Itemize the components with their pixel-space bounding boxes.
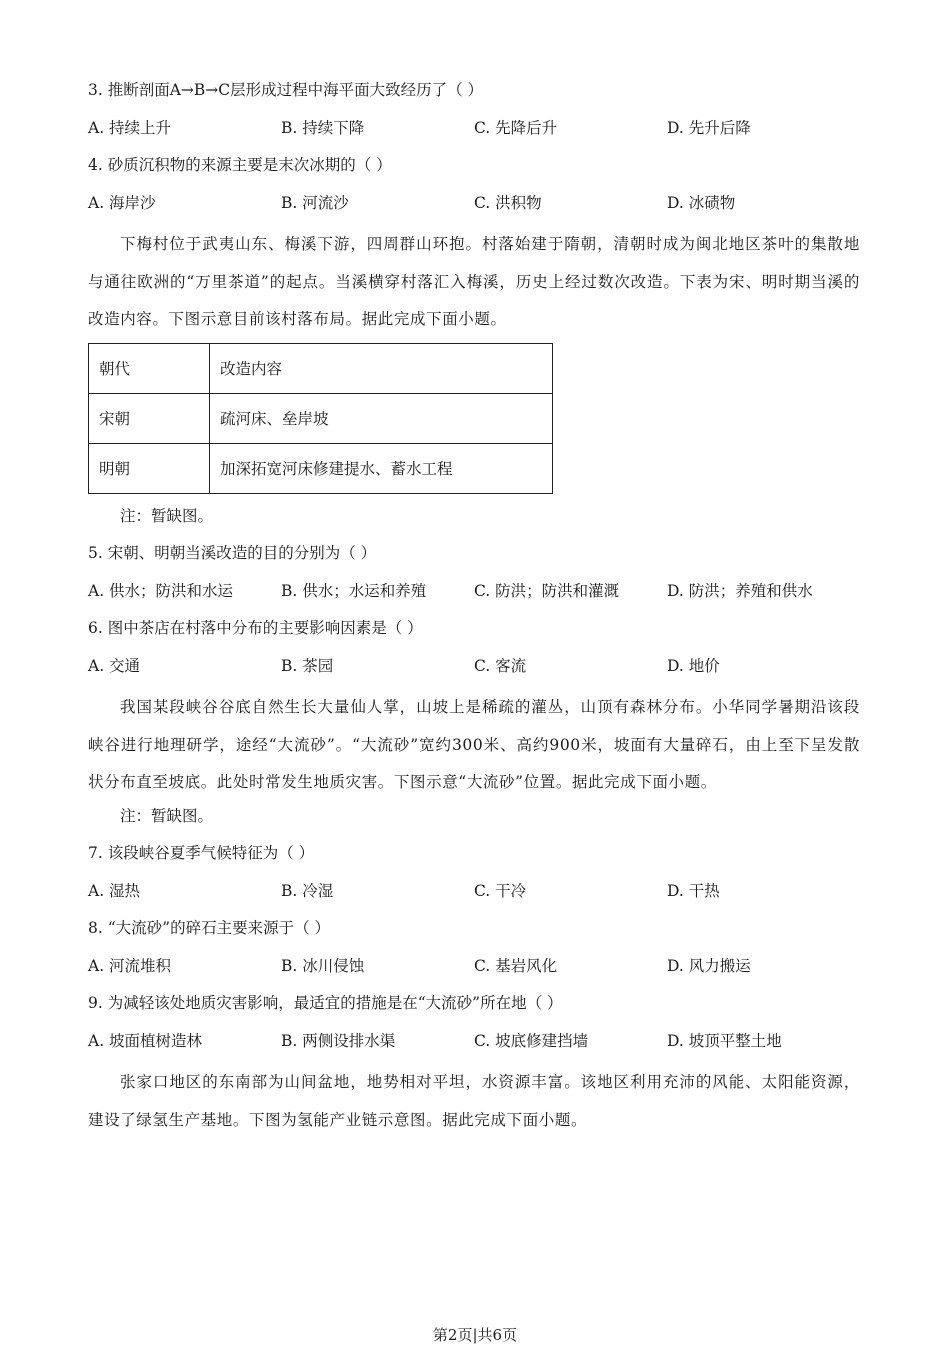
passage-canyon: 我国某段峡谷谷底自然生长大量仙人掌，山坡上是稀疏的灌丛，山顶有森林分布。小华同学暑期沿该段峡谷进行地理研学，途经“大流砂”。“大流砂”宽约300米、高约900米，坡面有大量碎石，由上至下呈发散状分布直至坡底。此处时常发生地质灾害。下图示意“大流砂”位置。据此完成下面小题。 [88,698,860,791]
table-cell: 加深拓宽河床修建提水、蓄水工程 [210,443,553,493]
option-c: C. 先降后升 [474,118,558,137]
table-cell: 疏河床、垒岸坡 [210,393,553,443]
table-row [89,443,553,493]
option-a: A. 持续上升 [88,118,172,137]
question-4-stem: 4. 砂质沉积物的来源主要是末次冰期的（ ） [88,156,392,174]
option-d: D. 先升后降 [667,118,751,137]
option-a: A. 供水；防洪和水运 [88,581,234,600]
question-9-stem: 9. 为减轻该处地质灾害影响，最适宜的措施是在“大流砂”所在地（ ） [88,994,563,1012]
option-c: C. 洪积物 [474,193,542,212]
option-a: A. 坡面植树造林 [88,1031,203,1050]
option-b: B. 茶园 [281,656,334,675]
question-3-stem: 3. 推断剖面A→B→C层形成过程中海平面大致经历了（ ） [88,81,484,99]
option-d: D. 干热 [667,881,720,900]
option-c: C. 客流 [474,656,527,675]
question-5-options [88,577,860,615]
option-a: A. 海岸沙 [88,193,156,212]
table-row [89,393,553,443]
option-a: A. 湿热 [88,881,141,900]
question-5-stem: 5. 宋朝、明朝当溪改造的目的分别为（ ） [88,544,377,562]
option-c: C. 基岩风化 [474,956,558,975]
option-c: C. 防洪；防洪和灌溉 [474,581,620,600]
question-8-options [88,952,860,990]
exam-page [88,76,860,1139]
option-c: C. 干冷 [474,881,527,900]
missing-figure-note: 注：暂缺图。 [120,806,214,825]
question-3-options [88,114,860,152]
question-4-options [88,189,860,227]
option-d: D. 坡顶平整土地 [667,1031,782,1050]
option-d: D. 冰碛物 [667,193,736,212]
question-9-options [88,1027,860,1065]
option-b: B. 冰川侵蚀 [281,956,365,975]
question-7-options [88,877,860,915]
page-footer: 第2页|共6页 [432,1326,518,1344]
table-header-cell: 朝代 [89,343,210,393]
passage-xiamei-village: 下梅村位于武夷山东、梅溪下游，四周群山环抱。村落始建于隋朝，清朝时成为闽北地区茶叶的集散地与通往欧洲的“万里茶道”的起点。当溪横穿村落汇入梅溪，历史上经过数次改造。下表为宋、明时期当溪的改造内容。下图示意目前该村落布局。据此完成下面小题。 [88,235,860,328]
question-7-stem: 7. 该段峡谷夏季气候特征为（ ） [88,844,315,862]
option-c: C. 坡底修建挡墙 [474,1031,589,1050]
option-b: B. 两侧设排水渠 [281,1031,396,1050]
option-b: B. 持续下降 [281,118,365,137]
option-b: B. 冷湿 [281,881,334,900]
table-header-row [89,343,553,393]
option-a: A. 交通 [88,656,141,675]
option-b: B. 供水；水运和养殖 [281,581,427,600]
option-d: D. 防洪；养殖和供水 [667,581,813,600]
renovation-table [88,343,553,494]
table-cell: 宋朝 [89,393,210,443]
question-6-options [88,652,860,690]
missing-figure-note: 注：暂缺图。 [120,506,214,525]
option-d: D. 地价 [667,656,720,675]
option-a: A. 河流堆积 [88,956,172,975]
table-cell: 明朝 [89,443,210,493]
option-d: D. 风力搬运 [667,956,751,975]
table-header-cell: 改造内容 [210,343,553,393]
passage-zhangjiakou: 张家口地区的东南部为山间盆地，地势相对平坦，水资源丰富。该地区利用充沛的风能、太阳能资源，建设了绿氢生产基地。下图为氢能产业链示意图。据此完成下面小题。 [88,1073,860,1129]
question-6-stem: 6. 图中茶店在村落中分布的主要影响因素是（ ） [88,619,423,637]
option-b: B. 河流沙 [281,193,349,212]
question-8-stem: 8. “大流砂”的碎石主要来源于（ ） [88,919,330,937]
